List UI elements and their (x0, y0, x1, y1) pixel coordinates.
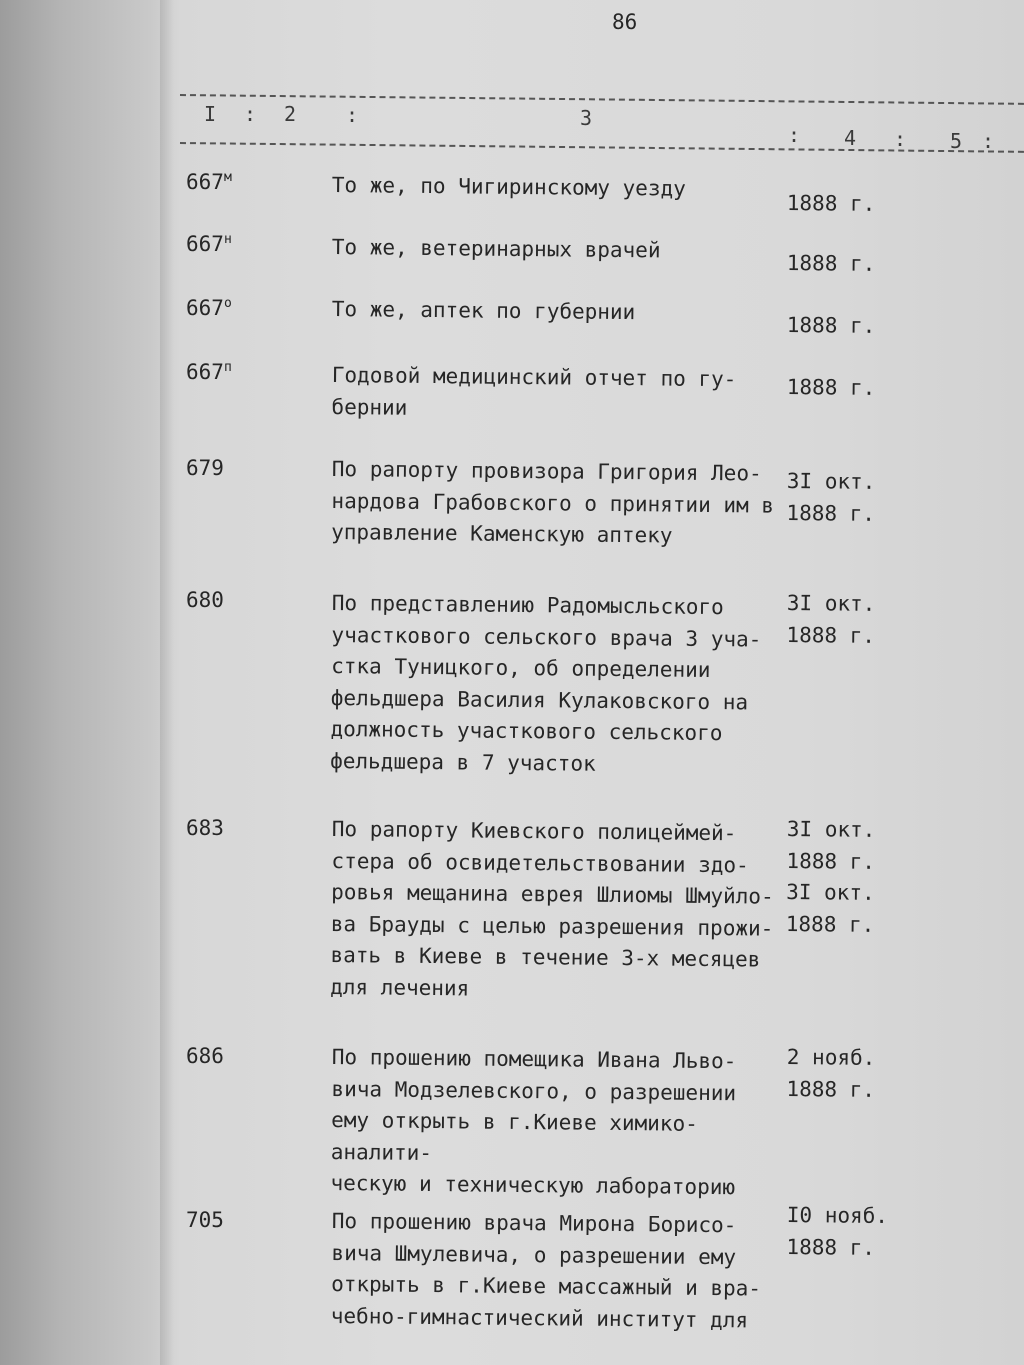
column-header-2: 2 (284, 102, 297, 126)
column-header-1: I (204, 102, 217, 126)
entry-date: I0 нояб. 1888 г. (786, 1202, 889, 1260)
entry-number: 680 (186, 588, 224, 612)
entry-date: 3I окт. 1888 г. (786, 468, 876, 526)
column-header-4: 4 (844, 126, 857, 150)
column-header-5: 5 (950, 129, 963, 153)
page-number: 86 (612, 10, 638, 34)
entry-number: $667^о$ (186, 296, 232, 320)
entry-description: То же, аптек по губернии (331, 296, 636, 325)
entry-date: 2 нояб. 1888 г. (786, 1044, 876, 1102)
entry-number: $667^п$ (186, 360, 232, 384)
entry-description: По рапорту Киевского полицеймей- стера об освидетельствовании здо- ровья мещанина еврея Шлиомы Шмуйло- ва Брауды с целью разрешения прожи- вать в Киеве в течение 3-х месяцев для лечения (330, 816, 774, 1000)
entry-date: 1888 г. (786, 250, 876, 276)
entry-date: 1888 г. (786, 312, 876, 338)
entry-description: По прошению помещика Ивана Льво- вича Модзелевского, о разрешении ему открыть в г.Киеве химико-аналити- ческую и техническую лабораторию (330, 1044, 737, 1200)
entry-description: По представлению Радомысльского участкового сельского врача 3 уча- стка Туницкого, об определении фельдшера Василия Кулаковского на должность участкового сельского фельдшера в 7 участок (330, 590, 762, 776)
column-header-3: 3 (580, 106, 593, 130)
entry-description: По рапорту провизора Григория Лео- нардова Грабовского о принятии им в управление Каменскую аптеку (331, 456, 775, 548)
document-page: 86 I : 2 : 3 : 4 : 5 : $667^м$ То же, по Чигиринскому уезду 1888 г. $667^н$ То же, ветеринарных врачей 1888 г. $667^о$ То же, аптек по губернии 1888 г. $667^п$ Годовой медицинский отчет по гу- бернии 1888 г. 679 По рапорту провизора Григория Лео- нардова Грабовского о принятии им в управление Каменскую аптеку 3I окт. 1888 г. 680 По представлению Радомысльского участкового сельского врача 3 уча- стка Туницкого, об определении фельдшера Василия Кулаковского на должность участкового сельского фельдшера в 7 участок 3I окт. 1888 г. 683 По рапорту Киевского полицеймей- стера об освидетельствовании здо- ровья мещанина еврея Шлиомы Шмуйло- ва Брауды с целью разрешения прожи- вать в Киеве в течение 3-х месяцев для лечения 3I окт. 1888 г. 3I окт. 1888 г. 686 По прошению помещика Ивана Льво- вича Модзелевского, о разрешении ему открыть в г.Киеве химико-аналити- ческую и техническую лабораторию 2 нояб. 1888 г. 705 По прошению врача Мирона Борисо- вича Шмулевича, о разрешении ему открыть в г.Киеве массажный и вра- чебно-гимнастический институт для I0 нояб. 1888 г. (0, 0, 1024, 1365)
entry-number: $667^н$ (186, 232, 232, 256)
entry-description: То же, ветеринарных врачей (331, 234, 661, 263)
entry-description: Годовой медицинский отчет по гу- бернии (331, 362, 737, 420)
entry-number: $667^м$ (186, 170, 232, 194)
entry-date: 1888 г. (786, 374, 876, 400)
entry-date: 1888 г. (786, 190, 876, 216)
entry-number: 686 (186, 1044, 224, 1068)
entry-description: То же, по Чигиринскому уезду (331, 172, 686, 201)
book-gutter (160, 0, 174, 1365)
entry-number: 679 (186, 456, 224, 480)
entry-number: 683 (186, 816, 224, 840)
entry-date: 3I окт. 1888 г. 3I окт. 1888 г. (785, 816, 876, 937)
entry-number: 705 (186, 1208, 224, 1232)
table-rule-top (180, 94, 1024, 105)
entry-description: По прошению врача Мирона Борисо- вича Шмулевича, о разрешении ему открыть в г.Киеве массажный и вра- чебно-гимнастический институт для (330, 1208, 762, 1332)
entry-date: 3I окт. 1888 г. (786, 590, 876, 648)
